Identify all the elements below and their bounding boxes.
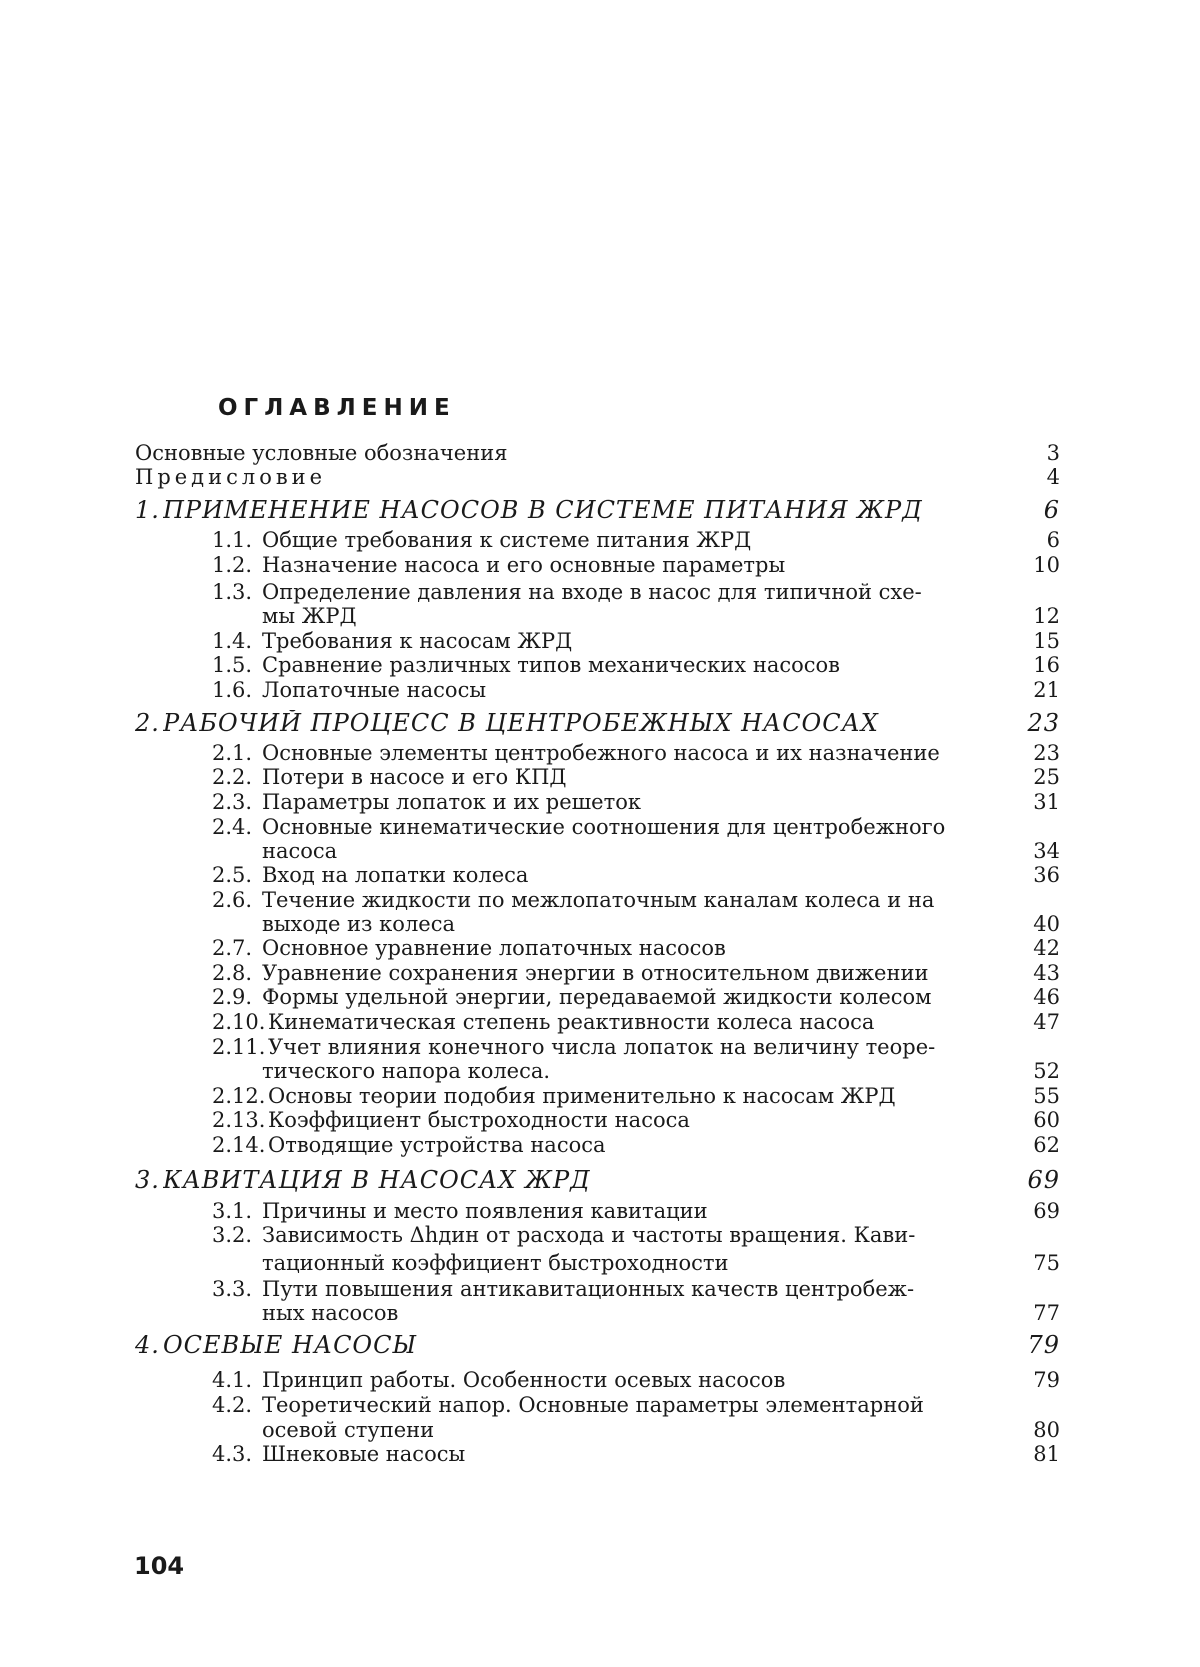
toc-entry-title: Общие требования к системе питания ЖРД bbox=[262, 528, 752, 552]
toc-entry-title: Вход на лопатки колеса bbox=[262, 863, 529, 887]
toc-page-number: 15 bbox=[1033, 629, 1060, 653]
toc-entry bbox=[0, 1009, 1200, 1037]
toc-page-number: 16 bbox=[1033, 653, 1060, 677]
toc-entry-title: тического напора колеса. bbox=[262, 1059, 551, 1083]
toc-entry-number: 3. bbox=[135, 1166, 160, 1194]
toc-entry-number: 4.1. bbox=[212, 1368, 253, 1392]
toc-entry-title: Формы удельной энергии, передаваемой жидкости колесом bbox=[262, 985, 932, 1009]
toc-page-number: 60 bbox=[1033, 1108, 1060, 1132]
toc-entry-number: 2.13. bbox=[212, 1108, 266, 1132]
toc-entry-number: 2.9. bbox=[212, 985, 253, 1009]
toc-entry-title: Определение давления на входе в насос для типичной схе- bbox=[262, 580, 922, 604]
toc-page-number: 23 bbox=[1033, 741, 1060, 765]
toc-page-number: 62 bbox=[1033, 1133, 1060, 1157]
toc-entry-number: 1. bbox=[135, 496, 160, 524]
toc-entry-title: Параметры лопаток и их решеток bbox=[262, 790, 641, 814]
toc-entry-number: 2.11. bbox=[212, 1035, 266, 1059]
toc-entry-number: 2.8. bbox=[212, 961, 253, 985]
toc-entry-title: Течение жидкости по межлопаточным каналам колеса и на bbox=[262, 888, 935, 912]
toc-page-number: 36 bbox=[1033, 863, 1060, 887]
toc-entry-title: выходе из колеса bbox=[262, 912, 455, 936]
toc-entry-number: 2.4. bbox=[212, 815, 253, 839]
toc-entry-number: 4.2. bbox=[212, 1393, 253, 1417]
toc-page-number: 23 bbox=[1027, 709, 1060, 737]
toc-entry bbox=[0, 1132, 1200, 1160]
toc-page-number: 31 bbox=[1033, 790, 1060, 814]
toc-entry-title: насоса bbox=[262, 839, 338, 863]
toc-page-number: 6 bbox=[1046, 528, 1060, 552]
toc-entry-title: Назначение насоса и его основные параметры bbox=[262, 553, 786, 577]
toc-entry-number: 3.1. bbox=[212, 1199, 253, 1223]
toc-page-number: 69 bbox=[1027, 1166, 1060, 1194]
toc-entry-title: Предисловие bbox=[135, 465, 327, 489]
toc-entry-number: 2. bbox=[135, 709, 160, 737]
toc-entry bbox=[0, 1250, 1200, 1278]
toc-entry-number: 2.5. bbox=[212, 863, 253, 887]
toc-entry-number: 1.3. bbox=[212, 580, 253, 604]
toc-entry-number: 2.1. bbox=[212, 741, 253, 765]
toc-entry bbox=[0, 1441, 1200, 1469]
toc-entry-title: Шнековые насосы bbox=[262, 1442, 466, 1466]
toc-entry bbox=[0, 652, 1200, 680]
toc-entry bbox=[0, 1300, 1200, 1328]
toc-entry-number: 2.2. bbox=[212, 765, 253, 789]
toc-entry-title: Отводящие устройства насоса bbox=[268, 1133, 606, 1157]
toc-page-number: 52 bbox=[1033, 1059, 1060, 1083]
toc-page-number: 46 bbox=[1033, 985, 1060, 1009]
toc-entry-title: Коэффициент быстроходности насоса bbox=[268, 1108, 690, 1132]
toc-page-number: 3 bbox=[1046, 441, 1060, 465]
toc-page-number: 77 bbox=[1033, 1301, 1060, 1325]
toc-page-number: 79 bbox=[1027, 1331, 1060, 1359]
toc-entry-title: осевой ступени bbox=[262, 1418, 435, 1442]
toc-entry-title: Основные элементы центробежного насоса и их назначение bbox=[262, 741, 940, 765]
toc-page-number: 79 bbox=[1033, 1368, 1060, 1392]
toc-entry-number: 2.7. bbox=[212, 936, 253, 960]
toc-entry bbox=[0, 552, 1200, 580]
toc-entry bbox=[0, 935, 1200, 963]
toc-entry-title: ПРИМЕНЕНИЕ НАСОСОВ В СИСТЕМЕ ПИТАНИЯ ЖРД bbox=[163, 497, 923, 523]
toc-page-number: 43 bbox=[1033, 961, 1060, 985]
toc-page-number: 55 bbox=[1033, 1084, 1060, 1108]
toc-entry bbox=[0, 1367, 1200, 1395]
toc-entry bbox=[0, 764, 1200, 792]
toc-page-number: 21 bbox=[1033, 678, 1060, 702]
toc-entry-number: 3.3. bbox=[212, 1277, 253, 1301]
toc-entry-number: 2.3. bbox=[212, 790, 253, 814]
toc-page-number: 25 bbox=[1033, 765, 1060, 789]
toc-entry bbox=[0, 1058, 1200, 1086]
toc-entry-title: Основы теории подобия применительно к насосам ЖРД bbox=[268, 1084, 896, 1108]
toc-entry-number: 1.6. bbox=[212, 678, 253, 702]
toc-entry-title: ОСЕВЫЕ НАСОСЫ bbox=[163, 1332, 418, 1358]
toc-entry-title: Основные условные обозначения bbox=[135, 441, 508, 465]
toc-chapter-entry bbox=[0, 710, 1200, 738]
toc-entry bbox=[0, 464, 1200, 492]
toc-entry bbox=[0, 862, 1200, 890]
toc-chapter-entry bbox=[0, 1167, 1200, 1195]
toc-entry-title: Зависимость Δhдин от расхода и частоты вращения. Кави- bbox=[262, 1223, 916, 1247]
toc-entry-number: 2.10. bbox=[212, 1010, 266, 1034]
toc-entry-title: КАВИТАЦИЯ В НАСОСАХ ЖРД bbox=[163, 1167, 591, 1193]
toc-entry-title: РАБОЧИЙ ПРОЦЕСС В ЦЕНТРОБЕЖНЫХ НАСОСАХ bbox=[163, 710, 879, 736]
toc-entry bbox=[0, 984, 1200, 1012]
toc-page-number: 80 bbox=[1033, 1418, 1060, 1442]
toc-entry bbox=[0, 603, 1200, 631]
toc-entry bbox=[0, 1392, 1200, 1420]
toc-entry-number: 1.1. bbox=[212, 528, 253, 552]
toc-entry-title: Кинематическая степень реактивности колеса насоса bbox=[268, 1010, 875, 1034]
toc-page-number: 42 bbox=[1033, 936, 1060, 960]
toc-page-number: 6 bbox=[1043, 496, 1060, 524]
toc-entry-title: Причины и место появления кавитации bbox=[262, 1199, 708, 1223]
toc-entry-title: Сравнение различных типов механических насосов bbox=[262, 653, 840, 677]
toc-entry-number: 1.4. bbox=[212, 629, 253, 653]
toc-entry bbox=[0, 1107, 1200, 1135]
toc-entry-title: мы ЖРД bbox=[262, 604, 357, 628]
toc-entry-title: Основное уравнение лопаточных насосов bbox=[262, 936, 726, 960]
toc-entry-title: Лопаточные насосы bbox=[262, 678, 487, 702]
toc-entry bbox=[0, 677, 1200, 705]
toc-entry-number: 1.2. bbox=[212, 553, 253, 577]
toc-entry-title: Пути повышения антикавитационных качеств центробеж- bbox=[262, 1277, 915, 1301]
page-number: 104 bbox=[134, 1552, 185, 1580]
toc-entry-title: Принцип работы. Особенности осевых насосов bbox=[262, 1368, 786, 1392]
toc-entry-number: 3.2. bbox=[212, 1223, 253, 1247]
toc-entry-number: 4. bbox=[135, 1331, 160, 1359]
toc-entry-title: ных насосов bbox=[262, 1301, 399, 1325]
toc-entry-number: 4.3. bbox=[212, 1442, 253, 1466]
toc-entry-title: Потери в насосе и его КПД bbox=[262, 765, 567, 789]
toc-entry bbox=[0, 789, 1200, 817]
page-title: ОГЛАВЛЕНИЕ bbox=[218, 395, 456, 421]
toc-page-number: 10 bbox=[1033, 553, 1060, 577]
toc-page-number: 69 bbox=[1033, 1199, 1060, 1223]
toc-page-number: 75 bbox=[1033, 1251, 1060, 1275]
toc-entry-number: 1.5. bbox=[212, 653, 253, 677]
toc-entry-title: Основные кинематические соотношения для центробежного bbox=[262, 815, 946, 839]
toc-chapter-entry bbox=[0, 1332, 1200, 1360]
toc-page-number: 12 bbox=[1033, 604, 1060, 628]
toc-page-number: 47 bbox=[1033, 1010, 1060, 1034]
toc-entry-number: 2.14. bbox=[212, 1133, 266, 1157]
toc-chapter-entry bbox=[0, 497, 1200, 525]
toc-page-number: 40 bbox=[1033, 912, 1060, 936]
toc-entry-number: 2.6. bbox=[212, 888, 253, 912]
toc-entry-title: Требования к насосам ЖРД bbox=[262, 629, 573, 653]
toc-page-number: 4 bbox=[1046, 465, 1060, 489]
toc-page-number: 34 bbox=[1033, 839, 1060, 863]
toc-page-number: 81 bbox=[1033, 1442, 1060, 1466]
toc-entry-title: тационный коэффициент быстроходности bbox=[262, 1251, 729, 1275]
toc-entry bbox=[0, 1222, 1200, 1250]
toc-entry bbox=[0, 527, 1200, 555]
toc-entry-number: 2.12. bbox=[212, 1084, 266, 1108]
toc-entry-title: Учет влияния конечного числа лопаток на величину теоре- bbox=[268, 1035, 936, 1059]
toc-entry-title: Теоретический напор. Основные параметры элементарной bbox=[262, 1393, 924, 1417]
toc-entry-title: Уравнение сохранения энергии в относительном движении bbox=[262, 961, 929, 985]
